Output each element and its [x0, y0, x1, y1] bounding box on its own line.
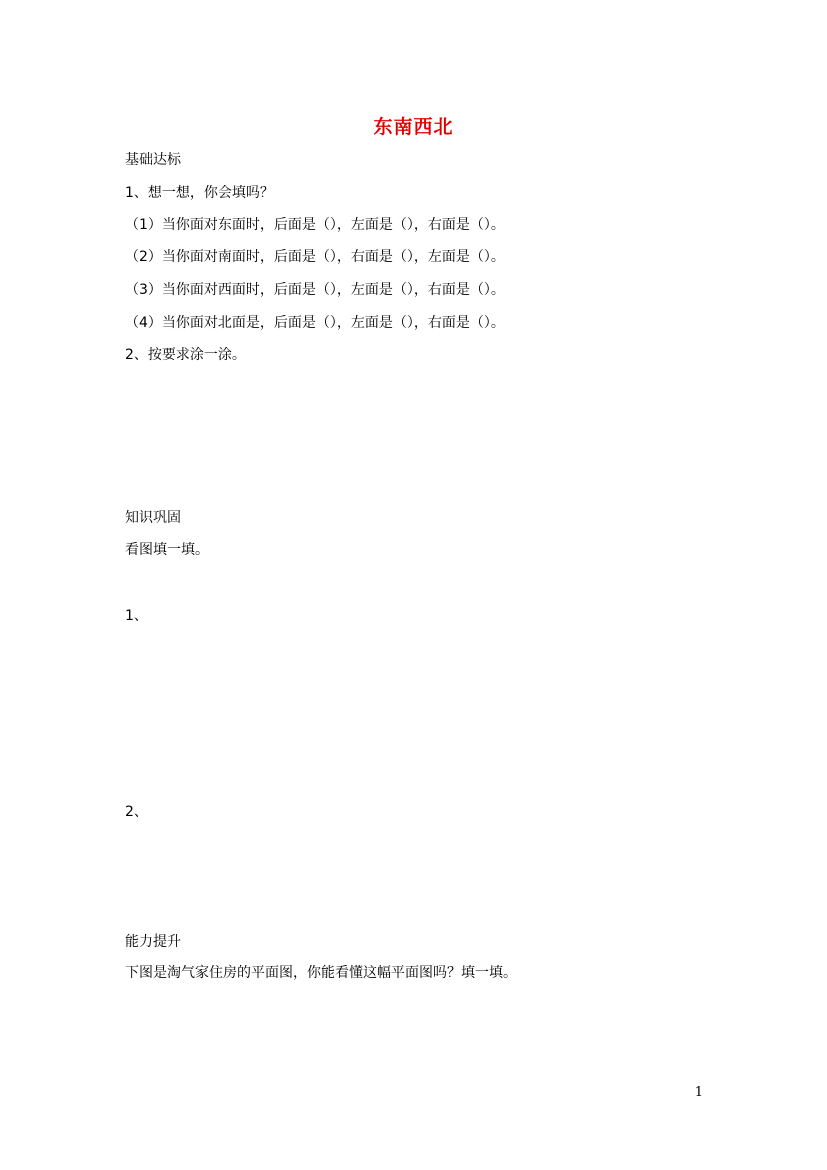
page-title: 东南西北	[373, 116, 454, 138]
question-1-item-1: （1）当你面对东面时，后面是（），左面是（），右面是（）。	[125, 217, 505, 233]
consolidation-instruction: 看图填一填。	[125, 542, 209, 558]
question-1-item-3: （3）当你面对西面时，后面是（），左面是（），右面是（）。	[125, 282, 505, 298]
section-heading-ability: 能力提升	[125, 934, 181, 950]
section-heading-basic: 基础达标	[125, 152, 181, 168]
question-1-item-2: （2）当你面对南面时，后面是（），右面是（），左面是（）。	[125, 249, 505, 265]
ability-instruction: 下图是淘气家住房的平面图，你能看懂这幅平面图吗？填一填。	[125, 965, 517, 981]
question-1-item-4: （4）当你面对北面是，后面是（），左面是（），右面是（）。	[125, 315, 505, 331]
consolidation-item-2: 2、	[125, 804, 148, 820]
question-2: 2、按要求涂一涂。	[125, 347, 246, 363]
question-1: 1、想一想，你会填吗？	[125, 185, 274, 201]
consolidation-item-1: 1、	[125, 608, 148, 624]
page-number: 1	[694, 1085, 703, 1100]
section-heading-consolidation: 知识巩固	[125, 510, 181, 526]
